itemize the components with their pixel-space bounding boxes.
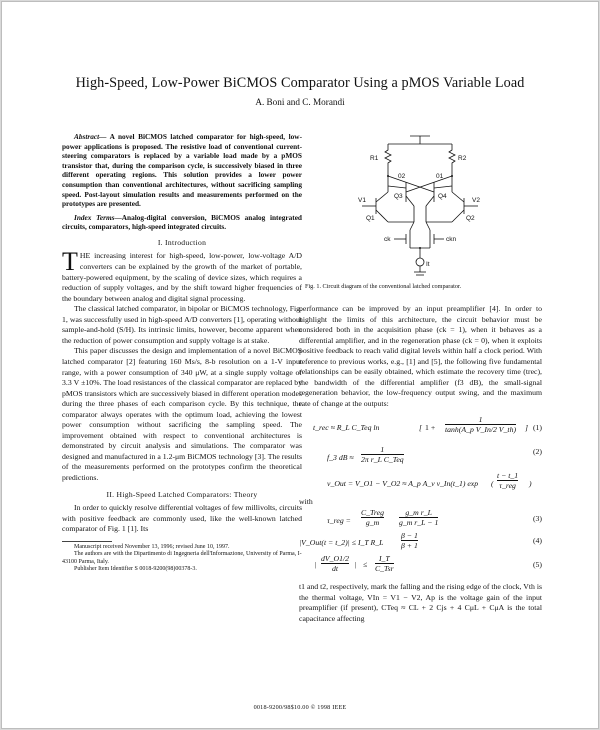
- eq4-fraction-2: [399, 508, 438, 527]
- left-column: [62, 132, 302, 574]
- eq6-num: dV_O1/2: [321, 554, 349, 564]
- eq1-mid: 1 +: [425, 423, 436, 433]
- footnote-2: The authors are with the Dipartimento di Ingegneria dell'Informazione, University of Parma, I-43100 Parma, Italy.: [62, 551, 302, 565]
- eq1-fraction: [445, 415, 516, 434]
- eq6-abs-open: |: [315, 560, 317, 570]
- eq6-abs-close: |: [355, 560, 357, 570]
- eq3-den: τ_reg: [497, 480, 518, 490]
- label-o1: 01: [436, 173, 444, 180]
- eq5-den: β + 1: [401, 541, 418, 551]
- eq3-paren-close: ): [529, 479, 532, 489]
- eq2-lhs: f_3 dB ≈: [327, 453, 354, 463]
- eq1-tag: (1): [532, 423, 542, 433]
- eq3-paren-open: (: [491, 479, 494, 489]
- page-footer: 0018-9200/98$10.00 © 1998 IEEE: [253, 704, 347, 711]
- abstract-label: Abstract—: [74, 132, 107, 141]
- eq5-num: β − 1: [401, 531, 418, 541]
- paper-title: High-Speed, Low-Power BiCMOS Comparator Using a pMOS Variable Load: [75, 75, 525, 91]
- eq4-tag: (3): [532, 514, 542, 524]
- section-heading-introduction: I. Introduction: [157, 237, 207, 247]
- equation-3: [299, 471, 542, 497]
- label-r1: R1: [370, 155, 379, 162]
- section-heading-theory: II. High-Speed Latched Comparators: Theory: [106, 489, 258, 499]
- eq6-rhs: ≤: [363, 560, 368, 570]
- eq1-den: tanh(A_p V_In/2 V_th): [445, 425, 517, 435]
- label-o2: 02: [398, 173, 406, 180]
- eq3-fraction: [497, 471, 518, 490]
- label-v1: V1: [358, 197, 366, 204]
- eq3-num: t − t_1: [497, 471, 519, 481]
- label-v2: V2: [472, 197, 480, 204]
- abstract-text: A novel BiCMOS latched comparator for high-speed, low-power applications is proposed. The resistive load of conventional current-steering comparators is replaced by a variable load made by a pMOS transistor that, during the comparison cycle, is successively biased in three different operating regions. This solution provides a lower power consumption than conventional architectures, without sacrificing sampling speed. Post-layout simulation results and measurements performed on the prototypes are presented.: [62, 132, 302, 209]
- eq4-num2: g_m r_L: [405, 508, 432, 518]
- theory-paragraph-1: In order to quickly resolve differential voltages of few millivolts, circuits with positive feedback are commonly used, like the well-known latched comparator of Fig. 1 [1]. Its: [62, 503, 302, 534]
- eq4-lhs: τ_reg =: [327, 516, 351, 526]
- eq5-tag: (4): [532, 536, 542, 546]
- intro-paragraph-2: The classical latched comparator, in bipolar or BiCMOS technology, Fig. 1, was successfully used in high-speed A/D converters [1], operating without sample-and-hold (S/H). Its intrinsic limits, however, become apparent when the reduction of power consumption and supply voltage is at stake.: [62, 304, 302, 345]
- eq4-den2: g_m r_L − 1: [399, 518, 439, 528]
- right-paragraph-2: t1 and t2, respectively, mark the falling and the rising edge of the clock, Vth is the thermal voltage, VIn = V1 − V2, Ap is the voltage gain of the input preamplifier (if present), CTeq ≈ CL + 2 Cjs + 4 CμL + CμA is the total capacitance affecting: [299, 582, 542, 623]
- abstract: [62, 132, 302, 209]
- figure-caption: Fig. 1. Circuit diagram of the conventional latched comparator.: [305, 283, 462, 290]
- label-it: It: [426, 261, 430, 268]
- eq5-fraction: [401, 531, 418, 550]
- with-text: with: [299, 497, 313, 507]
- footnote-3: Publisher Item Identifier S 0018-9200(98)00378-3.: [74, 566, 197, 573]
- paper-page: [1, 1, 599, 729]
- label-ck: ck: [384, 236, 391, 243]
- equation-2: [299, 445, 542, 471]
- eq4-num1: C_Treg: [361, 508, 384, 518]
- circuit-diagram: [358, 130, 488, 280]
- label-r2: R2: [458, 155, 467, 162]
- right-paragraph-1: performance can be improved by an input preamplifier [4]. In order to highlight the limits of this architecture, the circuit behavior must be considered both in the acquisition phase (ck = 1), when it behaves as a differential amplifier, and in the regeneration phase (ck = 0), when it exploits positive feedback to reach valid digital levels within half a clock period. With reference to previous works, e.g., [1] and [5], the following five fundamental relationships can be easily obtained, which estimate the recovery time (trec), the bandwidth of the differential amplifier (f3 dB), the small-signal regeneration behavior, the low-frequency output swing, and the maximum rate of change at the outputs:: [299, 304, 542, 408]
- eq4-den1: g_m: [361, 517, 384, 527]
- eq6-num2: I_T: [378, 554, 390, 564]
- footnote-1: Manuscript received November 13, 1996; revised June 10, 1997.: [74, 543, 230, 550]
- eq1-lhs: t_rec ≈ R_L C_Teq ln: [313, 423, 380, 433]
- eq6-den2: C_Tsr: [375, 564, 394, 574]
- eq2-num: 1: [380, 445, 385, 455]
- eq2-den: 2π r_L C_Teq: [361, 455, 404, 465]
- right-column: [299, 304, 542, 624]
- drop-cap: T: [62, 247, 78, 277]
- index-terms: [62, 213, 302, 232]
- intro-paragraph-3: This paper discusses the design and implementation of a novel BiCMOS latched comparator [2] featuring 160 Ms/s, 8-b resolution on a 1-V input range, with a power consumption of 340 μW, at a single supply voltage of 3.3 V ±10%. The load resistances of the classical comparator are replaced by pMOS transistors which are successively biased in different operation modes during the three phases of each comparison cycle. By this technique, the comparator always operates with the optimum load, achieving the lowest power consumption without sacrificing the sampling speed. The improvement obtained with respect to conventional architectures is demonstrated by circuit analysis and simulations. The comparator was designed and manufactured in a 1.2-μm BiCMOS technology [3]. The results of the measurements performed on the prototypes confirm the theoretical predictions.: [62, 346, 302, 482]
- eq4-fraction-1: [361, 508, 384, 527]
- index-terms-text: Analog-digital conversion, BiCMOS analog integrated circuits, comparators, high-speed integrated circuits.: [62, 212, 302, 232]
- intro-paragraph-1: [62, 247, 302, 304]
- eq6-tag: (5): [532, 560, 542, 570]
- equation-4: [299, 508, 542, 532]
- equation-6: [299, 554, 542, 582]
- eq6-fraction-2: [375, 554, 394, 573]
- footnote-rule: [62, 541, 112, 542]
- eq3-lhs: v_Out = V_O1 − V_O2 ≈ A_p A_v v_In(t_1) exp: [327, 479, 479, 489]
- eq1-bracket-open: [: [419, 423, 423, 433]
- intro-paragraph-1-text: HE increasing interest for high-speed, low-power, low-voltage A/D converters can be explained by the growth of the market of portable, battery-powered equipment, by the scaling of device sizes, which requires a reduction of supply voltages, and by the shift toward higher frequencies of the boundary between analog and digital signal processing.: [62, 251, 302, 303]
- equation-1: [299, 413, 542, 445]
- label-q4: Q4: [438, 193, 447, 200]
- label-q3: Q3: [394, 193, 403, 200]
- eq1-num: 1: [478, 415, 483, 425]
- paper-authors: A. Boni and C. Morandi: [255, 97, 345, 107]
- index-terms-label: Index Terms—: [74, 212, 122, 222]
- label-q2: Q2: [466, 215, 475, 222]
- label-ckn: ckn: [446, 236, 457, 243]
- eq6-den: dt: [321, 563, 349, 573]
- equation-5: [299, 532, 542, 554]
- eq2-fraction: [361, 445, 404, 464]
- eq2-tag: (2): [532, 447, 542, 457]
- eq1-bracket-close: ]: [525, 423, 529, 433]
- eq6-fraction-1: [321, 554, 349, 573]
- label-q1: Q1: [366, 215, 375, 222]
- eq5-lhs: |V_Out(t = t_2)| ≤ I_T R_L: [299, 538, 384, 548]
